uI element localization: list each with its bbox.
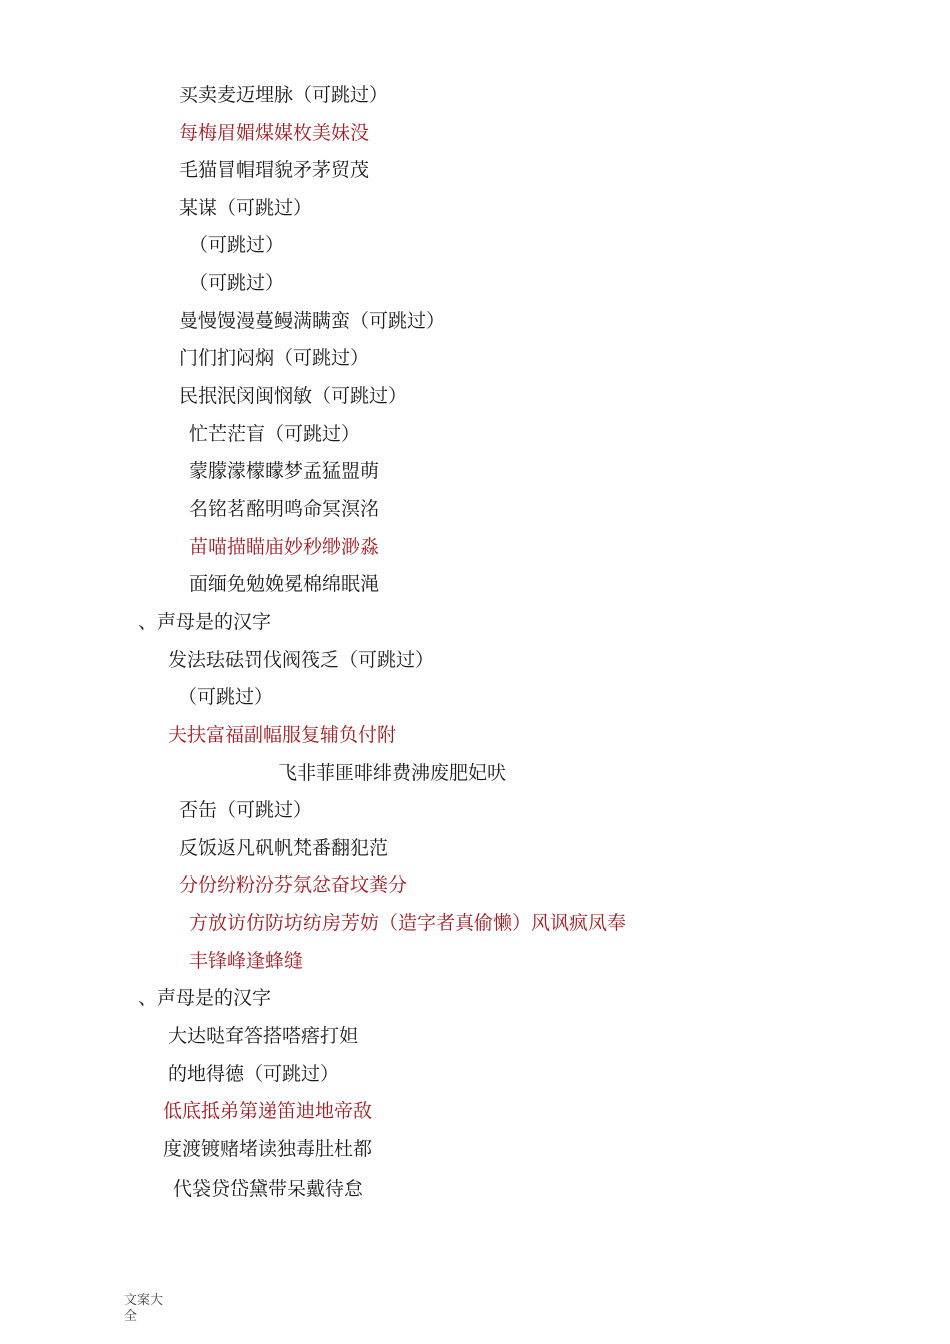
text-line: 方放访仿防坊纺房芳妨（造字者真偷懒）风讽疯凤奉 bbox=[189, 912, 627, 934]
text-line: 忙芒茫盲（可跳过） bbox=[189, 423, 361, 445]
text-line: 毛猫冒帽瑁貌矛茅贸茂 bbox=[179, 159, 370, 181]
text-line: 低底抵弟第递笛迪地帝敌 bbox=[163, 1100, 373, 1122]
text-line: 否缶（可跳过） bbox=[179, 799, 313, 821]
text-line: 代袋贷岱黛带呆戴待怠 bbox=[173, 1178, 364, 1200]
text-line: 民抿泯闵闽悯敏（可跳过） bbox=[179, 385, 408, 407]
text-line: 蒙朦濛檬矇梦孟猛盟萌 bbox=[189, 460, 380, 482]
text-line: （可跳过） bbox=[189, 234, 285, 256]
section-heading: 、声母是的汉字 bbox=[138, 611, 272, 633]
text-line: 买卖麦迈埋脉（可跳过） bbox=[179, 84, 389, 106]
text-line: 飞非菲匪啡绯费沸废肥妃吠 bbox=[278, 762, 507, 784]
text-line: 丰锋峰逢蜂缝 bbox=[189, 950, 304, 972]
text-line: 分份纷粉汾芬氛忿奋坟粪分 bbox=[179, 874, 408, 896]
text-line: 发法珐砝罚伐阀筏乏（可跳过） bbox=[168, 649, 435, 671]
text-line: 的地得德（可跳过） bbox=[168, 1063, 340, 1085]
section-heading: 、声母是的汉字 bbox=[138, 987, 272, 1009]
text-line: 名铭茗酩明鸣命冥溟洺 bbox=[189, 498, 380, 520]
text-line: 反饭返凡矾帆梵番翻犯范 bbox=[179, 837, 389, 859]
page-footer: 文案大全 bbox=[124, 1293, 164, 1324]
text-line: 曼慢馒漫蔓鳗满瞒蛮（可跳过） bbox=[179, 310, 446, 332]
text-line: （可跳过） bbox=[189, 272, 285, 294]
text-line: 大达哒耷答搭嗒瘩打妲 bbox=[168, 1025, 359, 1047]
text-line: 面缅免勉娩冕棉绵眠渑 bbox=[189, 573, 380, 595]
text-line: 门们扪闷焖（可跳过） bbox=[179, 347, 370, 369]
text-line: （可跳过） bbox=[178, 686, 274, 708]
text-line: 夫扶富福副幅服复辅负付附 bbox=[168, 724, 397, 746]
text-line: 某谋（可跳过） bbox=[179, 197, 313, 219]
text-line: 度渡镀赌堵读独毒肚杜都 bbox=[163, 1138, 373, 1160]
text-line: 每梅眉媚煤媒枚美妹没 bbox=[179, 122, 370, 144]
text-line: 苗喵描瞄庙妙秒缈渺淼 bbox=[189, 536, 380, 558]
